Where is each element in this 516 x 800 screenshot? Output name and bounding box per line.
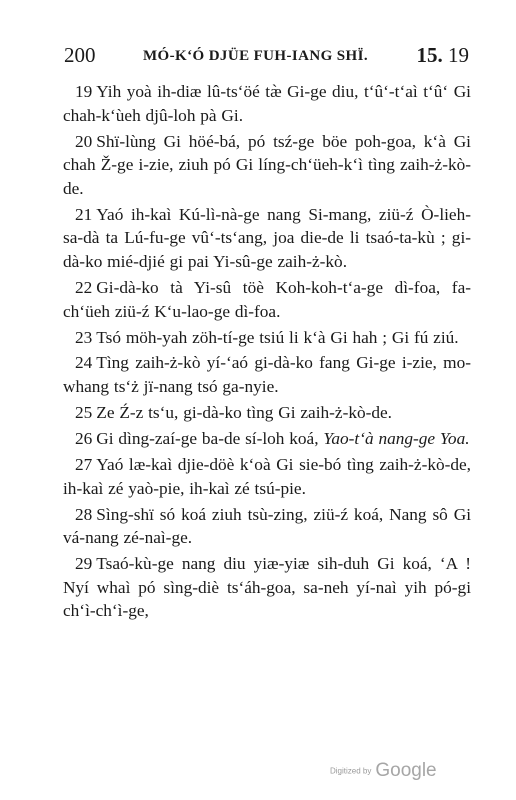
body-text	[63, 80, 471, 625]
verse-number: 20	[75, 131, 93, 151]
verse-number: 29	[75, 554, 93, 574]
verse-inscription-italic: Yao-t‘à nang-ge Yoa.	[323, 429, 470, 449]
verse-27	[63, 453, 471, 500]
verse-29	[63, 552, 471, 623]
verse-number: 22	[75, 277, 93, 297]
verse-text: Tsó möh-yah zöh-tí-ge tsiú li k‘à Gi hah ; Gi fú ziú.	[96, 327, 459, 347]
verse-number: 27	[75, 455, 93, 475]
verse-21	[63, 203, 471, 274]
verse-text: Shï-lùng Gi höé-bá, pó tsź-ge böe poh-goa, k‘à Gi chah Ž-ge i-zie, ziuh pó Gi líng-ch‘üeh-k‘ì tìng zaih-ż-kò-de.	[63, 131, 471, 198]
verse-number: 21	[75, 204, 93, 224]
verse-number: 23	[75, 327, 93, 347]
verse-number: 28	[75, 504, 93, 524]
verse-text: Yih yoà ih-diæ lû-ts‘öé tæ̀ Gi-ge diu, t‘û‘-t‘aì t‘û‘ Gi chah-k‘ùeh djû-loh pà Gi.	[63, 82, 471, 125]
verse-25	[63, 401, 471, 425]
verse-text: Yaó ih-kaì Kú-lì-nà-ge nang Si-mang, ziü-ź Ò-lieh-sa-dà ta Lú-fu-ge vû‘-ts‘ang, joa die-de li tsaó-ta-kù ; gi-dà-ko mié-djié gi pai Yi-sû-ge zaih-ż-kò.	[63, 204, 471, 271]
verse-number: 24	[75, 353, 93, 373]
verse-text: Sìng-shï só koá ziuh tsù-zing, ziü-ź koá, Nang sô Gi vá-nang zé-naì-ge.	[63, 504, 471, 548]
verse-text: Tìng zaih-ż-kò yí-‘aó gi-dà-ko fang Gi-ge i-zie, mo-whang ts‘ż jï-nang tsó ga-nyie.	[63, 353, 471, 397]
verse-number: 26	[75, 429, 93, 449]
verse-22	[63, 276, 471, 323]
chapter-number: 15.	[416, 43, 443, 67]
verse-26	[63, 427, 471, 451]
chapter-verse-reference	[417, 42, 470, 68]
page-number: 200	[64, 43, 96, 67]
google-digitized-watermark	[330, 760, 437, 782]
verse-text: Tsaó-kù-ge nang diu yiæ-yiæ sih-duh Gi koá, ‘A ! Nyí whaì pó sìng-diè ts‘áh-goa, sa-neh yí-naì yih pó-gi ch‘ì-ch‘ì-ge,	[63, 554, 471, 621]
verse-24	[63, 351, 471, 398]
verse-20	[63, 130, 471, 201]
verse-19	[63, 80, 471, 127]
verse-text: Ze Ź-z ts‘u, gi-dà-ko tìng Gi zaih-ż-kò-de.	[96, 403, 392, 423]
google-logo: Google	[375, 760, 437, 781]
verse-28	[63, 503, 471, 550]
verse-text: Gi-dà-ko tà Yi-sû töè Koh-koh-t‘a-ge dì-foa, fa-ch‘üeh ziü-ź K‘u-lao-ge dì-foa.	[63, 277, 471, 321]
digitized-by-label: Digitized by	[330, 766, 372, 776]
verse-23	[63, 326, 471, 350]
verse-number: 25	[75, 403, 93, 423]
verse-start-number: 19	[448, 43, 469, 67]
running-title: MÓ-K‘Ó DJÜE FUH-IANG SHÏ.	[143, 48, 368, 64]
page-header	[64, 42, 469, 68]
verse-number: 19	[75, 82, 93, 101]
verse-text: Yaó læ-kaì djie-döè k‘oà Gi sie-bó tìng zaih-ż-kò-de, ih-kaì zé yaò-pie, ih-kaì zé tsú-pie.	[63, 455, 471, 498]
verse-text: Gi dìng-zaí-ge ba-de sí-loh koá,	[96, 429, 319, 449]
